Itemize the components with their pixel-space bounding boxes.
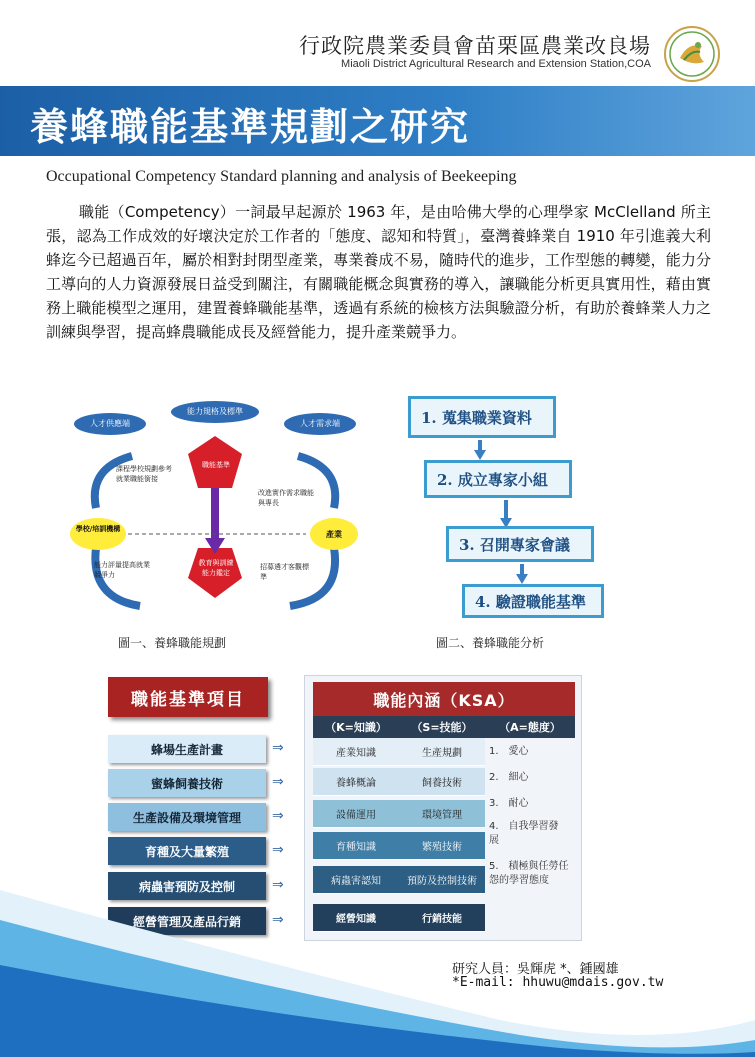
- right-arrow-icon: ⇒: [272, 842, 284, 858]
- ability-assessment-label: 能力評量提高就業競爭力: [94, 561, 150, 579]
- recruitment-standard-label: 招募遴才客觀標準: [260, 563, 309, 581]
- ksa-heading: 職能內涵（KSA）: [313, 682, 575, 716]
- ksa-col-knowledge: （K=知識）: [313, 716, 399, 738]
- item-pest-control: 病蟲害預防及控制: [108, 872, 266, 900]
- right-arrow-icon: ⇒: [272, 808, 284, 824]
- item-breeding: 育種及大量繁殖: [108, 837, 266, 865]
- item-equipment-environment: 生產設備及環境管理: [108, 803, 266, 831]
- competency-standard-label: 職能基準: [202, 461, 230, 469]
- step-arrow-shaft: [520, 564, 524, 574]
- ksa-knowledge-cell: 設備運用: [313, 800, 399, 828]
- step-collect-data: 1. 蒐集職業資料: [408, 396, 556, 438]
- ksa-knowledge-cell: 經營知識: [313, 904, 399, 932]
- page-subtitle: Occupational Competency Standard planning and analysis of Beekeeping: [46, 168, 517, 185]
- talent-demand-label: 人才需求端: [300, 419, 340, 428]
- training-certification-label: 教育與訓練能力鑑定: [198, 559, 234, 577]
- school-node-label: 學校/培訓機構: [75, 525, 121, 533]
- ksa-skill-cell: 繁殖技術: [399, 832, 485, 860]
- ksa-skill-cell: 飼養技術: [399, 768, 485, 796]
- step-verify-standard: 4. 驗證職能基準: [462, 584, 604, 618]
- ksa-skill-cell: 環境管理: [399, 800, 485, 828]
- right-arrow-icon: ⇒: [272, 912, 284, 928]
- decorative-wave-background: [0, 870, 755, 1057]
- researchers-credit: 研究人員：吳輝虎 *、鍾國雄: [452, 962, 619, 977]
- intro-paragraph: 職能（Competency）一詞最早起源於 1963 年，是由哈佛大學的心理學家 McClelland 所主張，認為工作成效的好壞決定於工作者的「態度、認知和特質」，臺灣養蜂業自 1910 年引進義大利蜂迄今已超過百年，屬於相對封閉型產業，專業養成不易，隨時代的進步，工作型態的轉變，能力分工導向的人力資源發展日益受到關注，有關職能概念與實務的導入，讓職能分析更具實用性，藉由實務上職能模型之運用，建置養蜂職能基準，透過有系統的檢核方法與驗證分析，有助於養蜂業人力之訓練與學習，提高蜂農職能成長及經營能力，提升產業競爭力。: [46, 203, 711, 341]
- step-arrow-shaft: [504, 500, 508, 518]
- figure-competency-planning: [70, 398, 360, 628]
- ksa-knowledge-cell: 產業知識: [313, 738, 399, 766]
- curriculum-planning-label: 課程學校規劃參考就業職能銜接: [116, 465, 172, 483]
- right-arrow-icon: ⇒: [272, 740, 284, 756]
- contact-email: *E-mail: hhuwu@mdais.gov.tw: [452, 975, 664, 990]
- figure-competency-planning-diagram: [70, 398, 360, 628]
- item-management-marketing: 經營管理及產品行銷: [108, 907, 266, 935]
- ksa-knowledge-cell: 養蜂概論: [313, 768, 399, 796]
- ksa-attitude-item: 5. 積極與任勞任怨的學習態度: [489, 861, 569, 886]
- ksa-attitude-item: 2. 細心: [489, 772, 529, 783]
- ability-standard-label: 能力規格及標準: [187, 407, 243, 416]
- step-expert-meeting: 3. 召開專家會議: [446, 526, 594, 562]
- item-apiary-planning: 蜂場生產計畫: [108, 735, 266, 763]
- industry-node-label: 產業: [326, 530, 342, 539]
- ksa-skill-cell: 預防及控制技術: [399, 866, 485, 894]
- talent-supply-label: 人才供應端: [90, 419, 130, 428]
- step-arrow-shaft: [478, 440, 482, 450]
- right-arrow-icon: ⇒: [272, 774, 284, 790]
- ksa-attitude-item: 4. 自我學習發展: [489, 821, 559, 846]
- down-arrow-icon: [516, 574, 528, 584]
- ksa-attitude-item: 1. 愛心: [489, 746, 529, 757]
- down-arrow-icon: [474, 450, 486, 460]
- ksa-col-attitude: （A=態度）: [485, 716, 575, 738]
- ksa-skill-cell: 行銷技能: [399, 904, 485, 932]
- organization-name-english: Miaoli District Agricultural Research and Extension Station,COA: [341, 58, 651, 70]
- item-beekeeping-technique: 蜜蜂飼養技術: [108, 769, 266, 797]
- ksa-skill-cell: 生產規劃: [399, 738, 485, 766]
- ksa-col-skill: （S=技能）: [399, 716, 485, 738]
- competency-items-heading: 職能基準項目: [108, 677, 268, 717]
- right-arrow-icon: ⇒: [272, 877, 284, 893]
- organization-name: 行政院農業委員會苗栗區農業改良場: [299, 34, 651, 58]
- station-logo-icon: [664, 26, 720, 82]
- figure-competency-analysis: [404, 392, 614, 622]
- page-title: 養蜂職能基準規劃之研究: [30, 105, 471, 149]
- ksa-knowledge-cell: 病蟲害認知: [313, 866, 399, 894]
- figure1-caption: 圖一、養蜂職能規劃: [118, 636, 227, 650]
- ksa-knowledge-cell: 育種知識: [313, 832, 399, 860]
- step-form-panel: 2. 成立專家小組: [424, 460, 572, 498]
- figure2-caption: 圖二、養蜂職能分析: [436, 636, 545, 650]
- ksa-attitude-item: 3. 耐心: [489, 798, 529, 809]
- practice-needs-label: 改進實作需求職能與專長: [258, 489, 314, 507]
